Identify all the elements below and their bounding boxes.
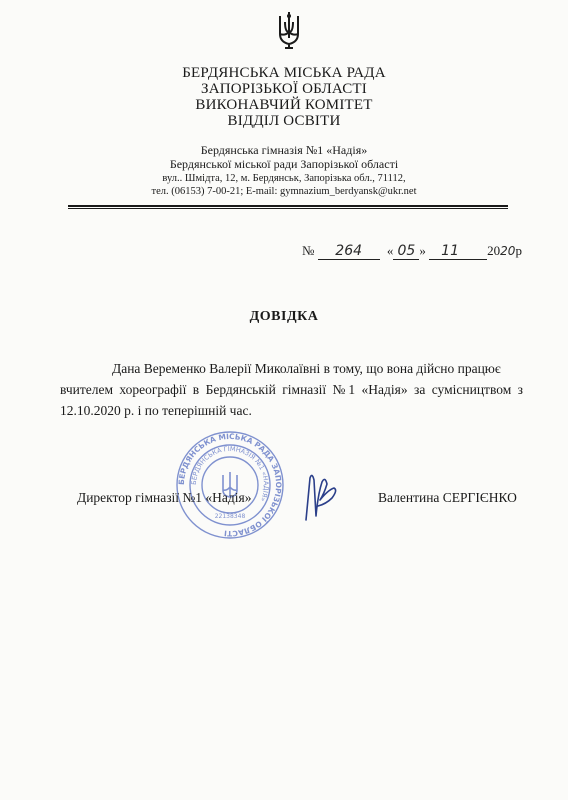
open-quote: « — [386, 243, 394, 258]
org-name-line4: ВІДДІЛ ОСВІТИ — [227, 113, 341, 129]
number-label: № — [302, 243, 315, 258]
body-line3: 12.10.2020 р. і по теперішній час. — [60, 403, 252, 418]
official-stamp — [175, 430, 285, 540]
svg-text:БЕРДЯНСЬКА МІСЬКА РАДА ЗАПОРІЗ: БЕРДЯНСЬКА МІСЬКА РАДА ЗАПОРІЗЬКОЇ ОБЛАСТІ — [176, 431, 284, 539]
org-name-line3: ВИКОНАВЧИЙ КОМІТЕТ — [195, 97, 373, 113]
org-name-line1: БЕРДЯНСЬКА МІСЬКА РАДА — [182, 65, 386, 81]
document-number: 264 — [318, 243, 380, 260]
registration-line — [302, 243, 522, 260]
date-day: 05 — [393, 243, 419, 260]
school-address: вул.. Шмідта, 12, м. Бердянськ, Запорізька обл., 71112, — [162, 173, 406, 184]
svg-text:22138348: 22138348 — [214, 513, 246, 520]
org-name-line2: ЗАПОРІЗЬКОЇ ОБЛАСТІ — [201, 81, 367, 97]
close-quote: » — [419, 243, 426, 258]
handwritten-signature — [298, 470, 340, 525]
body-line1: Дана Веременко Валерії Миколаївні в тому, що вона дійсно працює — [112, 361, 501, 376]
signatory-position: Директор гімназії №1 «Надія» — [77, 490, 252, 505]
svg-text:БЕРДЯНСЬКА ГІМНАЗІЯ №1 «НАДІЯ»: БЕРДЯНСЬКА ГІМНАЗІЯ №1 «НАДІЯ» — [189, 444, 271, 503]
signatory-name: Валентина СЕРГІЄНКО — [378, 490, 517, 505]
date-month-field — [429, 243, 487, 260]
trident-coat-of-arms-icon — [276, 10, 302, 50]
school-affiliation: Бердянської міської ради Запорізької області — [169, 157, 399, 171]
date-month: 11 — [441, 243, 459, 259]
year-prefix: 20 — [487, 243, 501, 258]
document-title: ДОВІДКА — [249, 309, 319, 324]
body-line2: вчителем хореографії в Бердянській гімназії №1 «Надія» за сумісництвом з — [60, 382, 523, 397]
header-divider-thick — [68, 205, 508, 207]
school-contacts: тел. (06153) 7-00-21; E-mail: gymnazium_berdyansk@ukr.net — [151, 186, 417, 197]
year-suffix: р — [515, 243, 522, 258]
school-name: Бердянська гімназія №1 «Надія» — [200, 143, 368, 157]
header-divider-thin — [68, 208, 508, 209]
year-handwritten: 20 — [500, 244, 516, 258]
